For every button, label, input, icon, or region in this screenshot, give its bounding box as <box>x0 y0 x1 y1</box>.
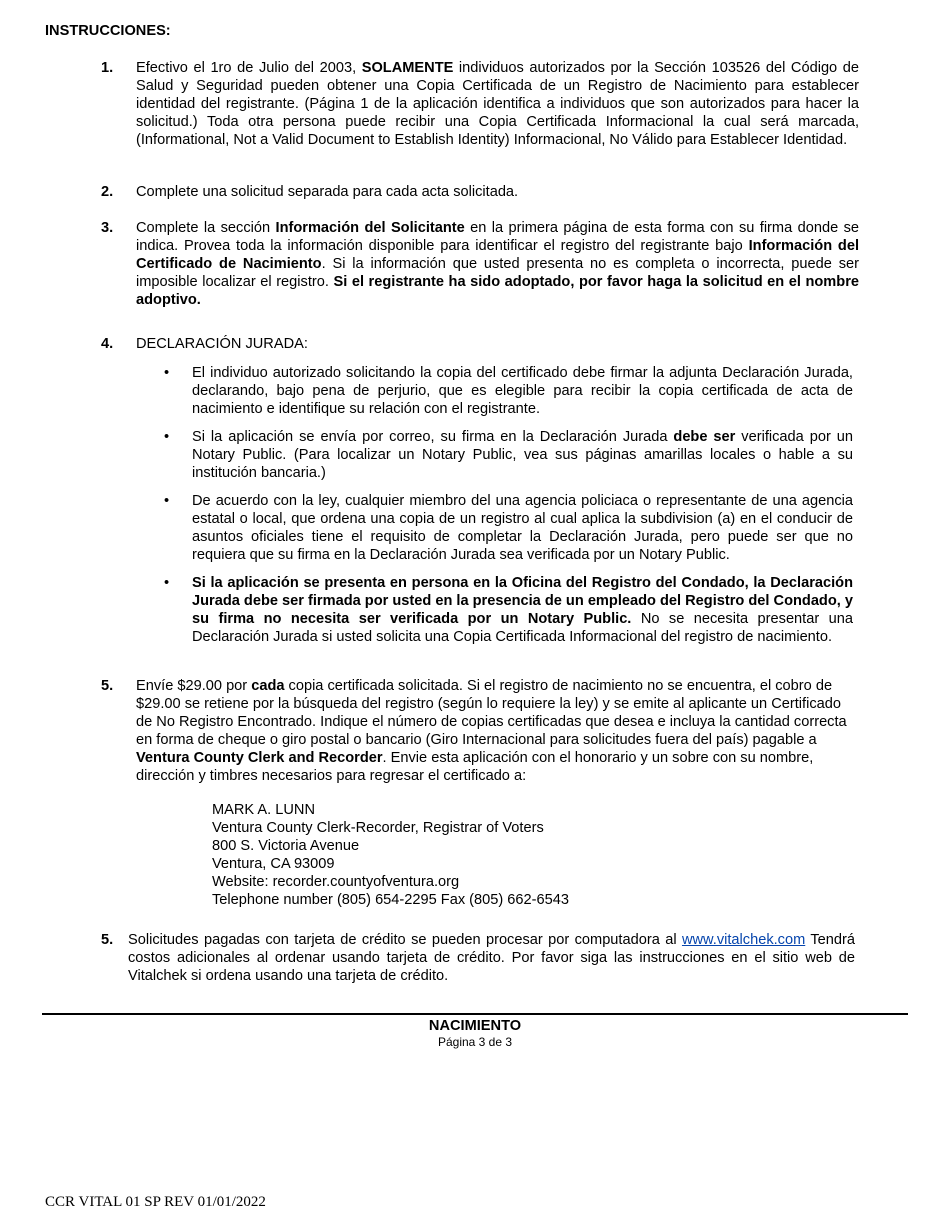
bullet-icon: • <box>164 365 170 381</box>
item-number: 5. <box>101 932 114 948</box>
bullet-item: • De acuerdo con la ley, cualquier miembro del una agencia policiaca o representante de una agencia estatal o local, que ordena una copia de un registro al cual aplica la subdivision (a) en el conducir de asuntos oficiales tiene el requisito de completar la Declaración Jurada, pero puede ser que no requiera que su firma en la Declaración Jurada sea verificada por un Notary Public. <box>164 493 853 563</box>
address-line: Ventura, CA 93009 <box>212 856 335 872</box>
item-number: 3. <box>101 220 114 236</box>
instruction-5-fee <box>101 677 861 785</box>
bullet-icon: • <box>164 429 170 445</box>
affidavit-bullet-list <box>164 364 853 656</box>
page-number: Página 3 de 3 <box>437 1035 513 1049</box>
footer-divider <box>42 1013 908 1015</box>
item-number: 1. <box>101 60 114 76</box>
footer-title: NACIMIENTO <box>428 1018 522 1034</box>
item-number: 5. <box>101 678 114 694</box>
item-text: DECLARACIÓN JURADA: <box>136 336 308 352</box>
instruction-4 <box>101 335 859 353</box>
item-text: Envíe $29.00 por cada copia certificada solicitada. Si el registro de nacimiento no se encuentra, el cobro de $29.00 se retiene por la búsqueda del registro (según lo requiere la ley) y se emite al aplicante un Certificado de No Registro Encontrado. Indique el número de copias certificadas que desea e incluya la cantidad correcta en forma de cheque o giro postal o bancario (Giro Internacional para solicitudes fuera del país) pagable a Ventura County Clerk and Recorder. Envie esta aplicación con el honorario y un sobre con su nombre, dirección y timbres necesarios para regresar el certificado a: <box>136 678 847 784</box>
item-text: Complete la sección Información del Solicitante en la primera página de esta forma con su firma donde se indica. Provea toda la información disponible para identificar el registro del registrante bajo Información del Certificado de Nacimiento. Si la información que usted presenta no es completa o incorrecta, puede ser imposible localizar el registro. Si el registrante ha sido adoptado, por favor haga la solicitud en el nombre adoptivo. <box>136 220 860 308</box>
instruction-1 <box>101 59 859 149</box>
bullet-icon: • <box>164 575 170 591</box>
bullet-icon: • <box>164 493 170 509</box>
instruction-5-credit-card <box>101 931 855 985</box>
address-line: Ventura County Clerk-Recorder, Registrar of Voters <box>212 820 544 836</box>
address-line: MARK A. LUNN <box>212 802 315 818</box>
item-text: Complete una solicitud separada para cada acta solicitada. <box>136 184 519 200</box>
address-line: Website: recorder.countyofventura.org <box>212 874 460 890</box>
item-number: 4. <box>101 336 114 352</box>
instruction-3 <box>101 219 859 309</box>
mailing-address <box>212 801 569 909</box>
vitalchek-link[interactable]: www.vitalchek.com <box>681 932 806 948</box>
page-heading: INSTRUCCIONES: <box>45 23 171 39</box>
form-code: CCR VITAL 01 SP REV 01/01/2022 <box>45 1194 266 1210</box>
address-line: Telephone number (805) 654-2295 Fax (805) 662-6543 <box>212 892 569 908</box>
item-number: 2. <box>101 184 114 200</box>
instruction-2 <box>101 183 859 201</box>
bullet-item: • El individuo autorizado solicitando la copia del certificado debe firmar la adjunta Declaración Jurada, declarando, bajo pena de perjurio, que es elegible para recibir la copia certificada de acta de nacimiento e identifique su relación con el registrante. <box>164 365 853 417</box>
item-text: Solicitudes pagadas con tarjeta de crédito se pueden procesar por computadora al www.vitalchek.com Tendrá costos adicionales al ordenar usando tarjeta de crédito. Por favor siga las instrucciones en el sitio web de Vitalchek si ordena usando una tarjeta de crédito. <box>128 932 856 984</box>
bullet-item: • Si la aplicación se envía por correo, su firma en la Declaración Jurada debe ser verificada por un Notary Public. (Para localizar un Notary Public, vea sus páginas amarillas locales o hable a su institución bancaria.) <box>164 429 853 481</box>
bullet-item: • Si la aplicación se presenta en persona en la Oficina del Registro del Condado, la Declaración Jurada debe ser firmada por usted en la presencia de un empleado del Registro del Condado, y su firma no necesita ser verificada por un Notary Public. No se necesita presentar una Declaración Jurada si usted solicita una Copia Certificada Informacional del registro de nacimiento. <box>164 575 853 645</box>
item-text: Efectivo el 1ro de Julio del 2003, SOLAMENTE individuos autorizados por la Sección 103526 del Código de Salud y Seguridad pueden obtener una Copia Certificada de un Registro de Nacimiento para establecer identidad del registrante. (Página 1 de la aplicación identifica a individuos que son autorizados para hacer la solicitud.) Toda otra persona puede recibir una Copia Certificada Informacional la cual será marcada, (Informational, Not a Valid Document to Establish Identity) Informacional, No Válido para Establecer Identidad. <box>136 60 859 148</box>
address-line: 800 S. Victoria Avenue <box>212 838 360 854</box>
